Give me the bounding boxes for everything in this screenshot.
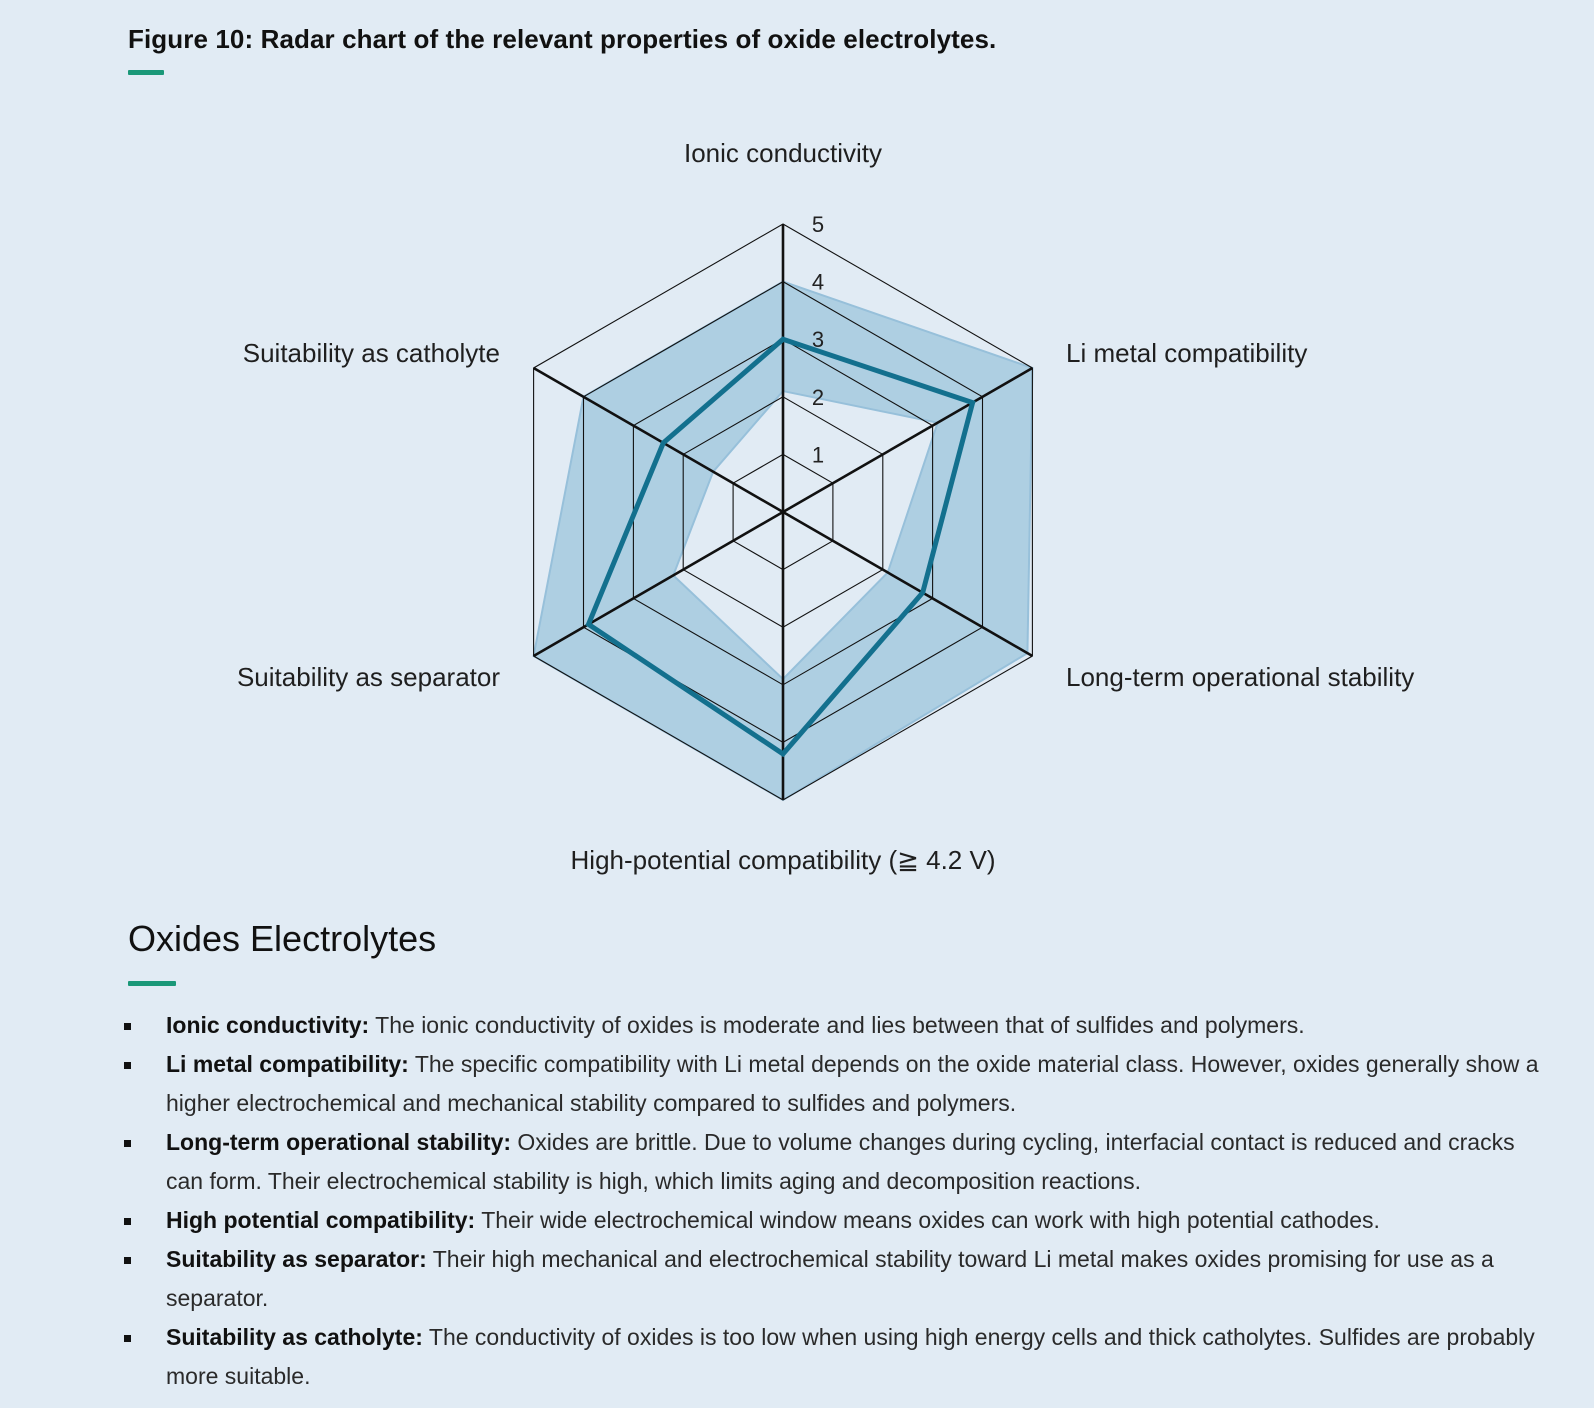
list-item bbox=[122, 1006, 1542, 1045]
list-item bbox=[122, 1201, 1542, 1240]
axis-label: Ionic conductivity bbox=[684, 138, 882, 168]
bullet-text: The conductivity of oxides is too low when using high energy cells and thick catholytes. Sulfides are probably more suitable. bbox=[166, 1324, 1535, 1389]
bullet-text: Oxides are brittle. Due to volume changes during cycling, interfacial contact is reduced and cracks can form. Their electrochemical stability is high, which limits aging and decomposition reactions. bbox=[166, 1129, 1515, 1194]
section-accent-bar bbox=[128, 981, 176, 986]
bullet-term: Suitability as separator: bbox=[166, 1246, 427, 1272]
bullet-square-icon bbox=[124, 1335, 131, 1342]
list-item bbox=[122, 1240, 1542, 1318]
bullet-text: The ionic conductivity of oxides is moderate and lies between that of sulfides and polymers. bbox=[375, 1012, 1305, 1038]
tick-label: 3 bbox=[811, 327, 825, 353]
bullet-term: High potential compatibility: bbox=[166, 1207, 476, 1233]
bullet-text: Their wide electrochemical window means oxides can work with high potential cathodes. bbox=[481, 1207, 1380, 1233]
axis-label: Li metal compatibility bbox=[1066, 338, 1308, 368]
property-list bbox=[122, 1006, 1542, 1396]
list-item bbox=[122, 1318, 1542, 1396]
bullet-term: Long-term operational stability: bbox=[166, 1129, 512, 1155]
bullet-term: Ionic conductivity: bbox=[166, 1012, 370, 1038]
tick-label: 5 bbox=[811, 212, 825, 237]
bullet-square-icon bbox=[124, 1140, 131, 1147]
figure-title: Figure 10: Radar chart of the relevant properties of oxide electrolytes. bbox=[128, 24, 997, 54]
axis-label: High-potential compatibility (≧ 4.2 V) bbox=[570, 845, 996, 875]
tick-label: 1 bbox=[811, 442, 825, 468]
bullet-text: Their high mechanical and electrochemical stability toward Li metal makes oxides promising for use as a separator. bbox=[166, 1246, 1494, 1311]
list-item bbox=[122, 1045, 1542, 1123]
bullet-square-icon bbox=[124, 1257, 131, 1264]
list-item bbox=[122, 1123, 1542, 1201]
bullet-square-icon bbox=[124, 1062, 131, 1069]
tick-label: 4 bbox=[811, 269, 825, 295]
bullet-square-icon bbox=[124, 1023, 131, 1030]
axis-label: Suitability as separator bbox=[236, 662, 500, 692]
bullet-text: The specific compatibility with Li metal depends on the oxide material class. However, oxides generally show a higher electrochemical and mechanical stability compared to sulfides and polymers. bbox=[166, 1051, 1539, 1116]
bullet-term: Li metal compatibility: bbox=[166, 1051, 409, 1077]
tick-layer bbox=[812, 212, 824, 467]
axis-label: Suitability as catholyte bbox=[242, 338, 500, 368]
axis-label: Long-term operational stability bbox=[1066, 662, 1415, 692]
bullet-square-icon bbox=[124, 1218, 131, 1225]
tick-label: 2 bbox=[811, 384, 825, 410]
bullet-term: Suitability as catholyte: bbox=[166, 1324, 423, 1350]
section-title: Oxides Electrolytes bbox=[128, 918, 437, 959]
